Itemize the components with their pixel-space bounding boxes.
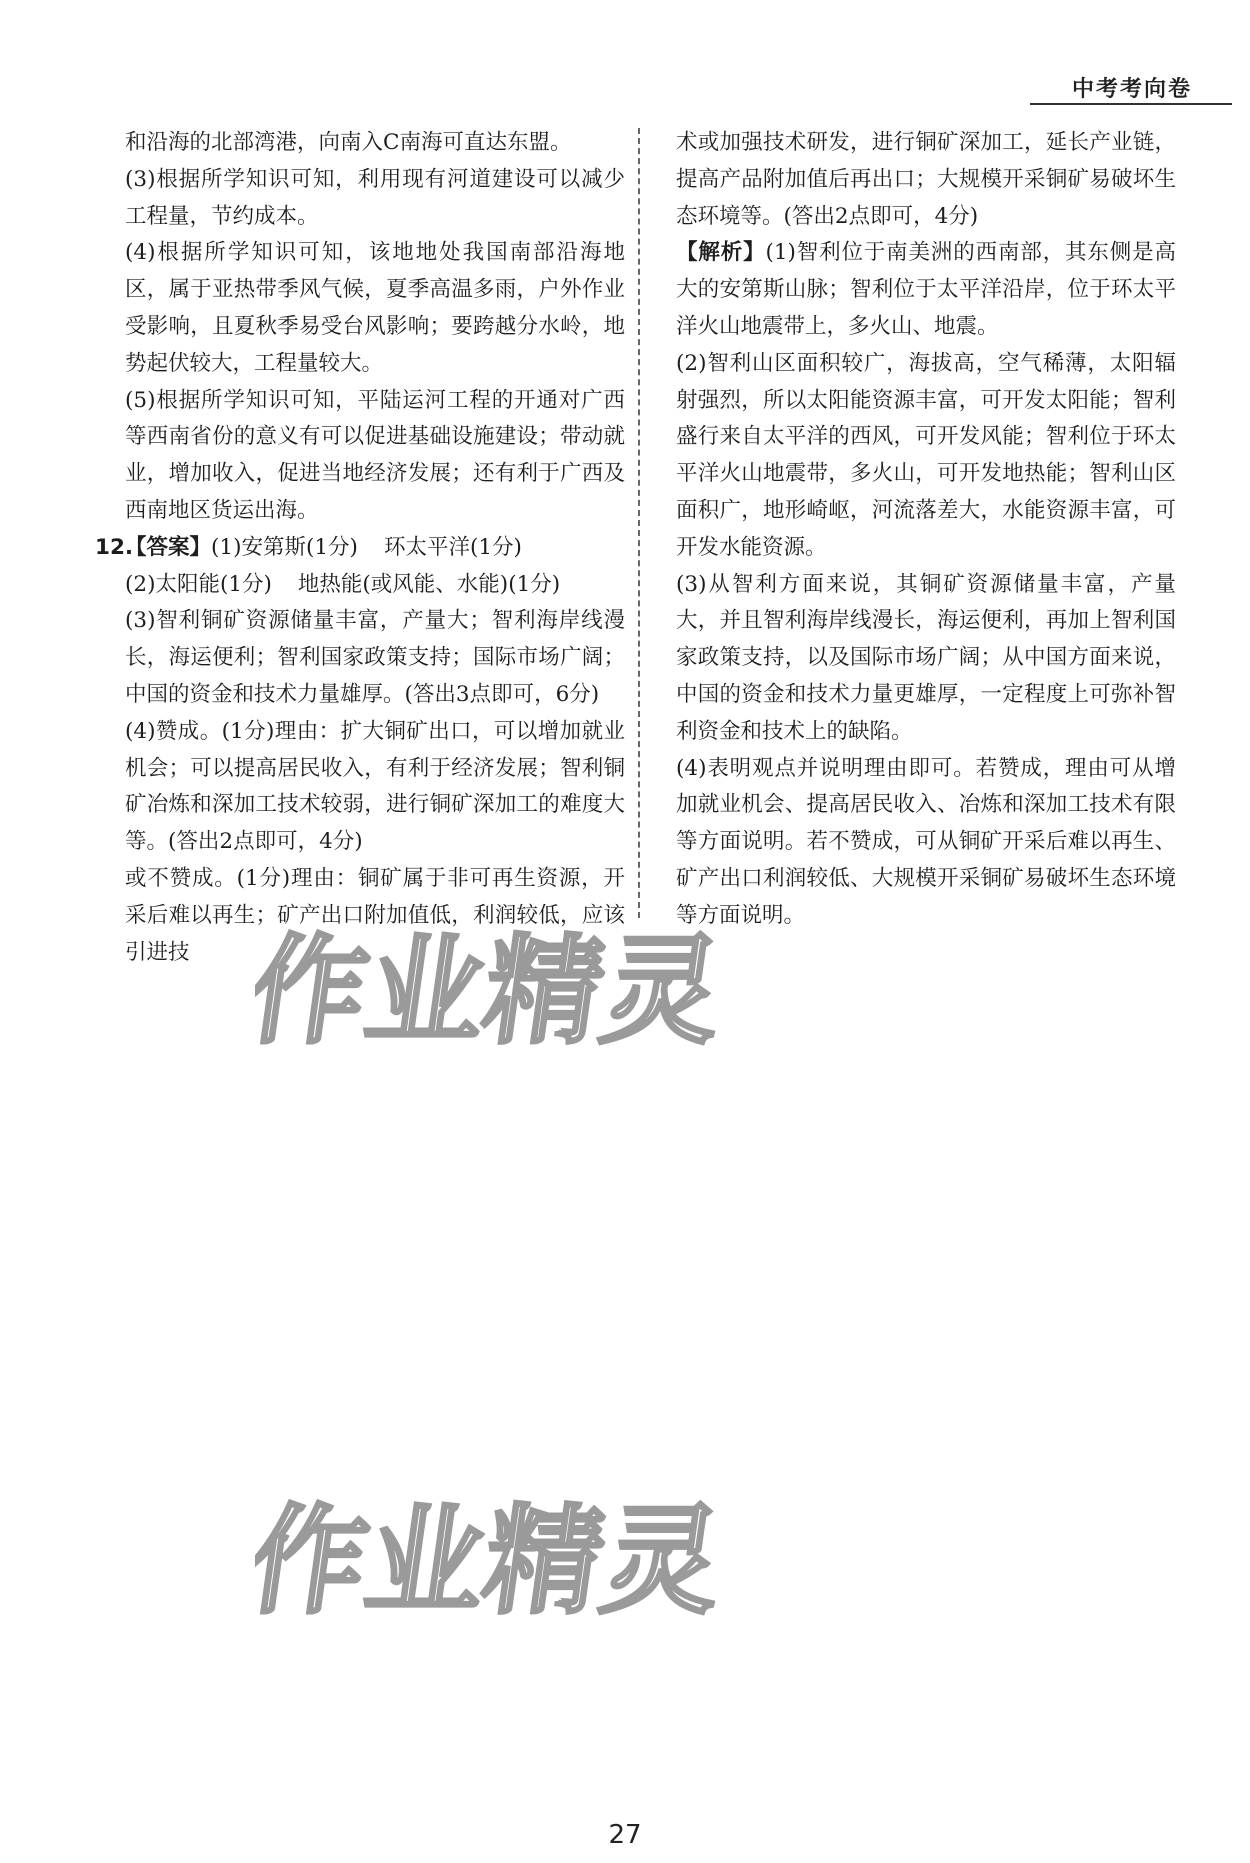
left-paragraph-2: (3)根据所学知识可知，利用现有河道建设可以减少工程量，节约成本。 — [125, 166, 625, 229]
header-title: 中考考向卷 — [1071, 77, 1192, 102]
answer-1-part-1: (1)安第斯(1分) — [211, 534, 358, 560]
answer-3: (3)智利铜矿资源储量丰富，产量大；智利海岸线漫长，海运便利；智利国家政策支持；国际市场广阔；中国的资金和技术力量雄厚。(答出3点即可，6分) — [125, 608, 625, 707]
answer-2-part-1: (2)太阳能(1分) — [125, 571, 272, 597]
left-paragraph-3: (4)根据所学知识可知，该地地处我国南部沿海地区，属于亚热带季风气候，夏季高温多雨，户外作业受影响，且夏秋季易受台风影响；要跨越分水岭，地势起伏较大，工程量较大。 — [125, 240, 625, 376]
analysis-3: (3)从智利方面来说，其铜矿资源储量丰富，产量大，并且智利海岸线漫长，海运便利，再加上智利国家政策支持，以及国际市场广阔；从中国方面来说，中国的资金和技术力量更雄厚，一定程度上可弥补智利资金和技术上的缺陷。 — [676, 571, 1176, 744]
left-paragraph-1: 和沿海的北部湾港，向南入C南海可直达东盟。 — [125, 130, 572, 155]
header-rule — [1030, 103, 1232, 105]
left-paragraph-4: (5)根据所学知识可知，平陆运河工程的开通对广西等西南省份的意义有可以促进基础设施建设；带动就业，增加收入，促进当地经济发展；还有利于广西及西南地区货运出海。 — [125, 387, 625, 523]
left-column — [95, 125, 625, 971]
right-paragraph-1: 术或加强技术研发，进行铜矿深加工，延长产业链，提高产品附加值后再出口；大规模开采铜矿易破坏生态环境等。(答出2点即可，4分) — [676, 130, 1176, 229]
page-header — [0, 0, 1250, 110]
question-number: 12. — [95, 534, 134, 560]
answer-line-2 — [125, 567, 625, 604]
analysis-1-text: (1)智利位于南美洲的西南部，其东侧是高大的安第斯山脉；智利位于太平洋沿岸，位于环太平洋火山地震带上，多火山、地震。 — [676, 240, 1176, 339]
answer-1-part-2: 环太平洋(1分) — [383, 534, 522, 560]
analysis-1 — [676, 235, 1176, 345]
answer-2-part-2: 地热能(或风能、水能)(1分) — [297, 571, 561, 597]
page-number: 27 — [608, 1820, 642, 1850]
column-divider — [638, 128, 640, 918]
watermark-logo-2 — [255, 1490, 735, 1630]
watermark-logo — [255, 920, 735, 1060]
watermark-text: 作业精灵 — [255, 922, 731, 1060]
analysis-tag: 【解析】 — [676, 240, 766, 266]
analysis-2: (2)智利山区面积较广，海拔高，空气稀薄，太阳辐射强烈，所以太阳能资源丰富，可开发太阳能；智利盛行来自太平洋的西风，可开发风能；智利位于环太平洋火山地震带，多火山，可开发地热能；智利山区面积广，地形崎岖，河流落差大，水能资源丰富，可开发水能资源。 — [676, 350, 1176, 560]
answer-line-1 — [95, 530, 625, 567]
answer-4-agree: (4)赞成。(1分)理由：扩大铜矿出口，可以增加就业机会；可以提高居民收入，有利于经济发展；智利铜矿冶炼和深加工技术较弱，进行铜矿深加工的难度大等。(答出2点即可，4分) — [125, 718, 625, 855]
watermark-text-2: 作业精灵 — [255, 1492, 731, 1630]
answer-4-disagree: 或不赞成。(1分)理由：铜矿属于非可再生资源，开采后难以再生；矿产出口附加值低，利润较低，应该引进技 — [125, 865, 625, 965]
analysis-4: (4)表明观点并说明理由即可。若赞成，理由可从增加就业机会、提高居民收入、冶炼和深加工技术有限等方面说明。若不赞成，可从铜矿开采后难以再生、矿产出口利润较低、大规模开采铜矿易破坏生态环境等方面说明。 — [676, 755, 1176, 928]
right-column — [676, 125, 1176, 935]
answer-tag: 【答案】 — [125, 534, 212, 560]
